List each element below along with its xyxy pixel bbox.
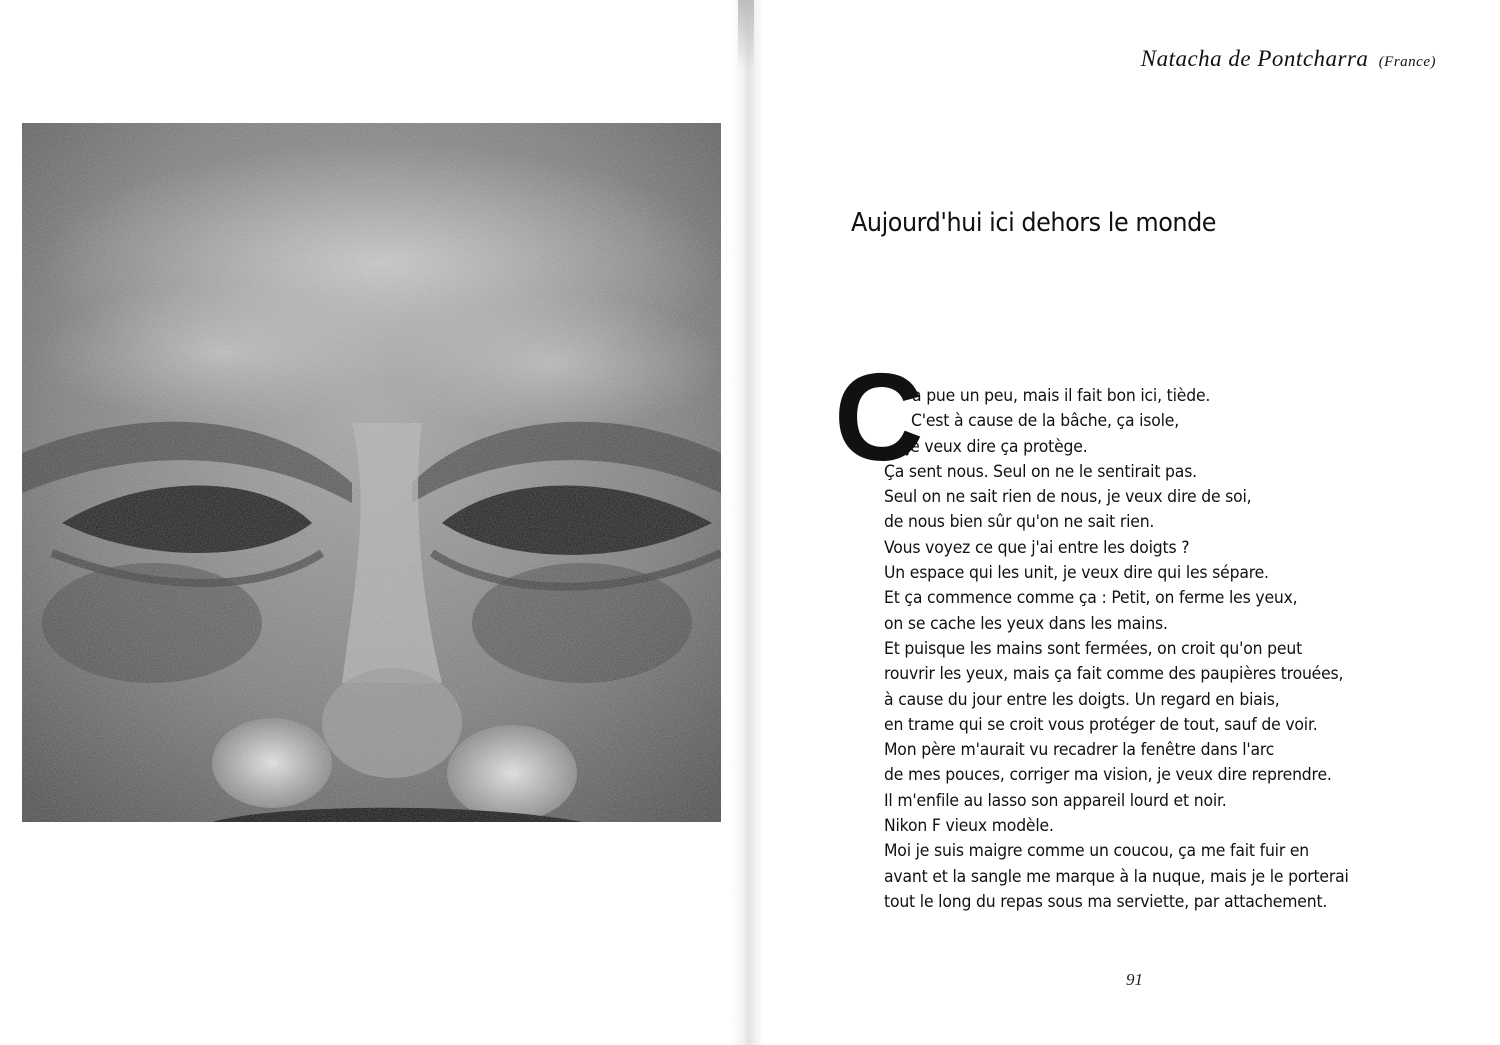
poem-line: rouvrir les yeux, mais ça fait comme des paupières trouées, bbox=[884, 664, 1344, 685]
poem-line: à cause du jour entre les doigts. Un regard en biais, bbox=[884, 689, 1280, 710]
poem-line: Et ça commence comme ça : Petit, on ferme les yeux, bbox=[884, 588, 1298, 609]
poem-line: Il m'enfile au lasso son appareil lourd et noir. bbox=[884, 790, 1227, 811]
poem-title: Aujourd'hui ici dehors le monde bbox=[851, 208, 1217, 238]
poem-line: je veux dire ça protège. bbox=[906, 436, 1088, 457]
poem-line: a pue un peu, mais il fait bon ici, tiède. bbox=[912, 386, 1211, 406]
running-head bbox=[1141, 46, 1436, 72]
poem-line: de nous bien sûr qu'on ne sait rien. bbox=[884, 512, 1155, 533]
drop-cap: C bbox=[834, 349, 924, 487]
poem-line: en trame qui se croit vous protéger de tout, sauf de voir. bbox=[884, 714, 1318, 735]
poem-body bbox=[884, 384, 1424, 915]
left-page bbox=[0, 0, 738, 1045]
author-name: Natacha de Pontcharra bbox=[1140, 46, 1369, 71]
page-number: 91 bbox=[1126, 970, 1143, 989]
poem-line: C'est à cause de la bâche, ça isole, bbox=[911, 411, 1180, 432]
poem-line: Seul on ne sait rien de nous, je veux dire de soi, bbox=[884, 487, 1252, 508]
poem-line: de mes pouces, corriger ma vision, je veux dire reprendre. bbox=[884, 765, 1332, 786]
poem-line: avant et la sangle me marque à la nuque, mais je le porterai bbox=[884, 866, 1349, 887]
poem-line: Moi je suis maigre comme un coucou, ça me fait fuir en bbox=[884, 841, 1310, 862]
poem-line: Ça sent nous. Seul on ne le sentirait pas. bbox=[884, 461, 1197, 482]
author-country: (France) bbox=[1378, 54, 1436, 70]
poem-line: Un espace qui les unit, je veux dire qui les sépare. bbox=[884, 563, 1269, 584]
face-closeup-photo bbox=[22, 123, 721, 822]
poem-line: Nikon F vieux modèle. bbox=[884, 816, 1054, 837]
face-closeup-icon bbox=[22, 123, 721, 822]
right-page bbox=[764, 0, 1500, 1045]
poem-line: Vous voyez ce que j'ai entre les doigts ? bbox=[884, 537, 1190, 558]
poem-line: Mon père m'aurait vu recadrer la fenêtre dans l'arc bbox=[884, 740, 1275, 761]
book-gutter bbox=[730, 0, 764, 1045]
poem-line: tout le long du repas sous ma serviette, par attachement. bbox=[884, 891, 1328, 912]
poem-line: on se cache les yeux dans les mains. bbox=[884, 613, 1168, 634]
poem-line: Et puisque les mains sont fermées, on croit qu'on peut bbox=[884, 638, 1303, 659]
